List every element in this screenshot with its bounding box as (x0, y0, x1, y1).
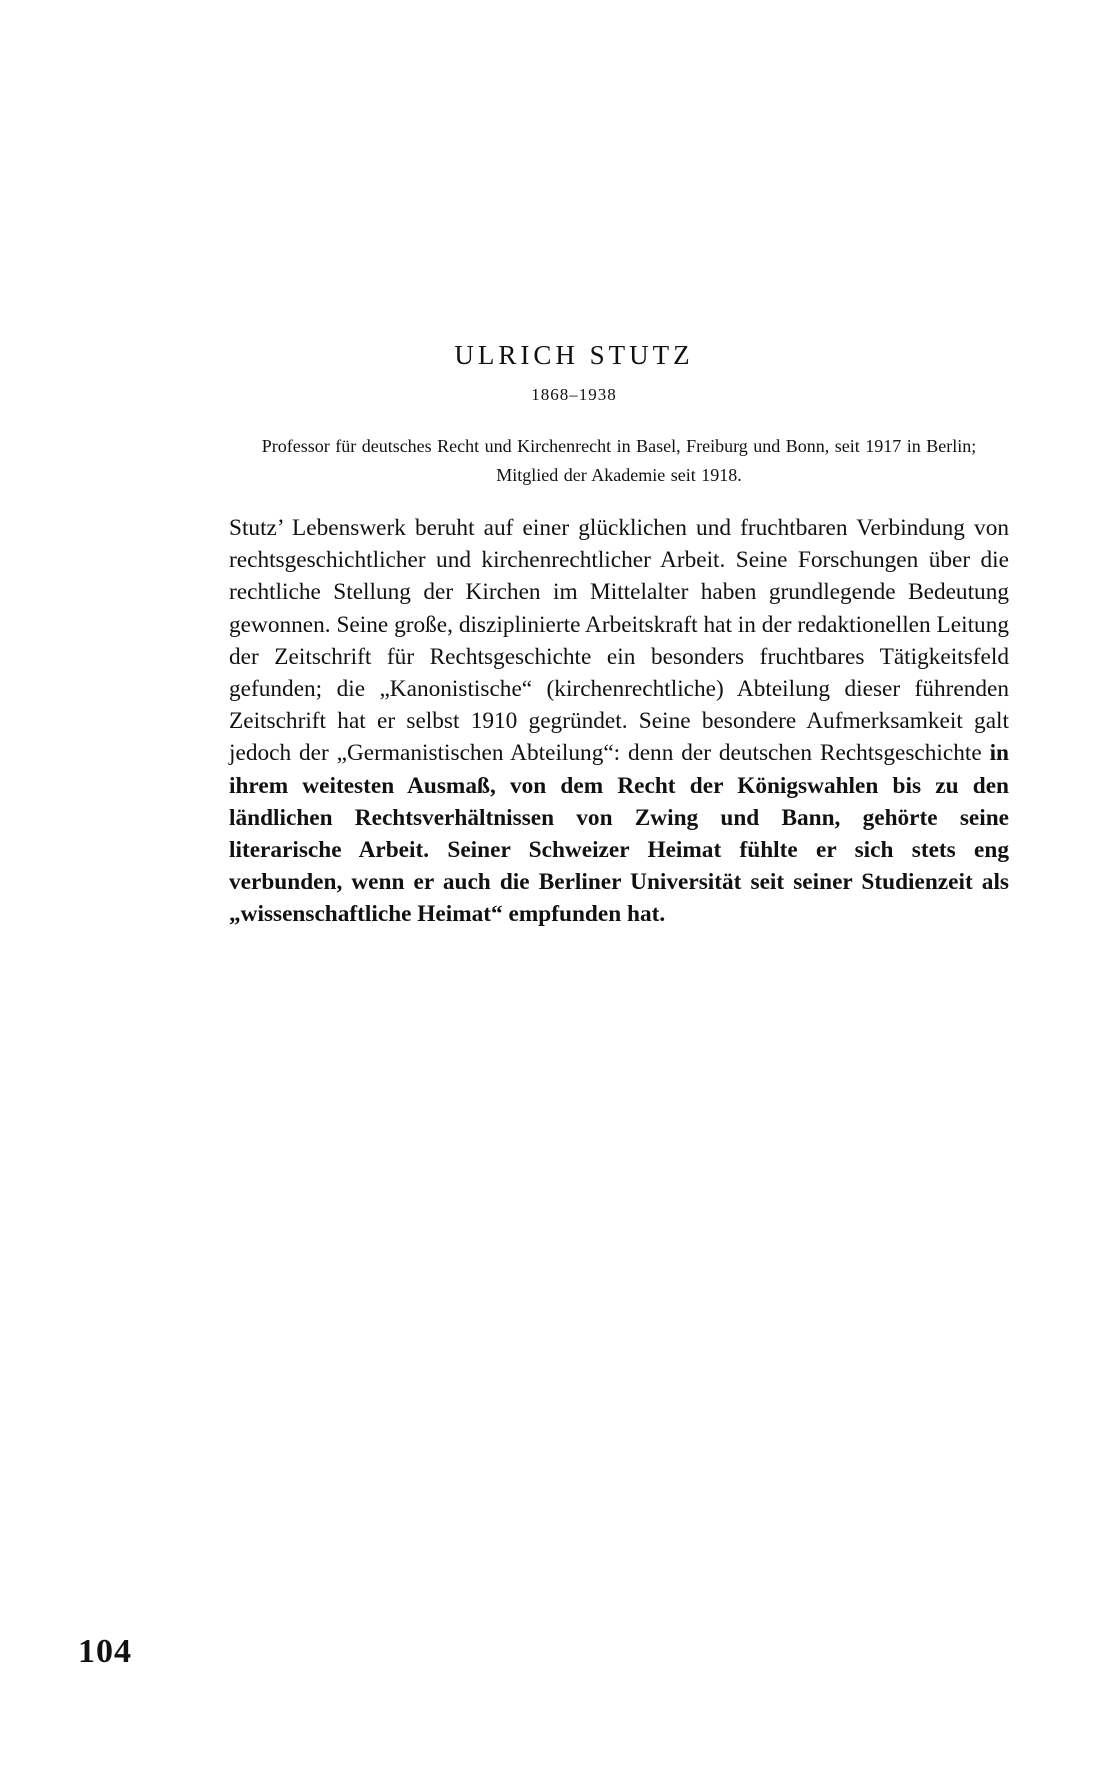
biography-text-regular: Stutz’ Lebenswerk beruht auf einer glücklichen und fruchtbaren Verbindung von rechtsgeschichtlicher und kirchenrechtlicher Arbeit. Seine Forschungen über die rechtliche Stellung der Kirchen im Mittelalter haben grundlegende Bedeutung gewonnen. Seine große, disziplinierte Arbeitskraft hat in der redaktionellen Leitung der Zeitschrift für Rechtsgeschichte ein besonders fruchtbares Tätigkeitsfeld gefunden; die „Kanonistische“ (kirchenrechtliche) Abteilung dieser führenden Zeitschrift hat er selbst 1910 gegründet. Seine besondere Aufmerksamkeit galt jedoch der „Germanistischen Abteilung“: denn der deutschen Rechtsgeschichte (229, 515, 1009, 767)
life-dates: 1868–1938 (531, 385, 617, 404)
biographical-caption: Professor für deutsches Recht und Kirchenrecht in Basel, Freiburg und Bonn, seit 1917 in Berlin; Mitglied der Akademie seit 1918. (261, 436, 977, 485)
biography-paragraph (229, 512, 1009, 931)
page-number: 104 (78, 1633, 132, 1670)
person-name: ULRICH STUTZ (454, 340, 694, 370)
biography-text-bold: in ihrem weitesten Ausmaß, von dem Recht der Königswahlen bis zu den ländlichen Rechtsverhältnissen von Zwing und Bann, gehörte seine literarische Arbeit. Seiner Schweizer Heimat fühlte er sich stets eng verbunden, wenn er auch die Berliner Universität seit seiner Studienzeit als „wissenschaftliche Heimat“ empfunden hat. (229, 740, 1009, 928)
